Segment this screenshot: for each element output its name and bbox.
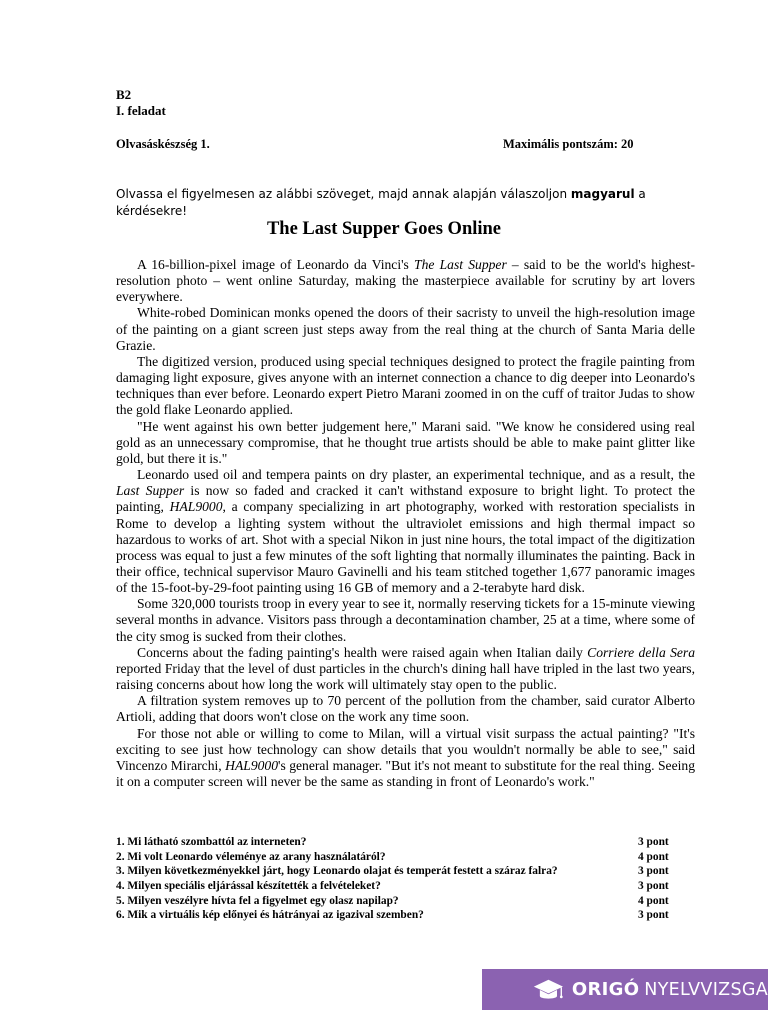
level-label: B2 xyxy=(116,87,132,102)
question-points: 4 pont xyxy=(638,850,669,863)
question-points: 3 pont xyxy=(638,909,669,922)
max-score-label: Maximális pontszám: 20 xyxy=(503,137,634,151)
article-paragraph: Leonardo used oil and tempera paints on dry plaster, an experimental technique, and as a result, the Last Supper is now so faded and cracked it can't withstand exposure to bright light. To protect the painting, HAL9000, a company specializing in art photography, worked with restoration specialists in Rome to develop a lighting system without the ultraviolet emissions and high thermal impact so hazardous to works of art. Shot with a special Nikon in just nine hours, the total impact of the digitization process was equal to just a few minutes of the soft lighting that normally illuminates the painting. Back in their office, technical supervisor Mauro Gavinelli and his team stitched together 1,677 panoramic images of the 15-foot-by-29-foot painting using 16 GB of memory and a 2-terabyte hard disk. xyxy=(116,467,695,596)
graduation-cap-icon xyxy=(533,975,564,1005)
question-points: 3 pont xyxy=(638,865,669,878)
article-paragraph: A filtration system removes up to 70 percent of the pollution from the chamber, said curator Alberto Artioli, adding that doors won't close on the work any time soon. xyxy=(116,693,695,725)
article-paragraph: For those not able or willing to come to Milan, will a virtual visit surpass the actual painting? "It's exciting to see just how technology can show details that you wouldn't normally be able to see," said Vincenzo Mirarchi, HAL9000's general manager. "But it's not meant to substitute for the real thing. Seeing it on a computer screen will never be the same as standing in front of Leonardo's work." xyxy=(116,725,695,789)
question-row xyxy=(116,894,676,909)
question-text: 5. Milyen veszélyre hívta fel a figyelmet egy olasz napilap? xyxy=(116,894,399,907)
question-points: 3 pont xyxy=(638,880,669,893)
question-points: 4 pont xyxy=(638,894,669,907)
question-text: 2. Mi volt Leonardo véleménye az arany használatáról? xyxy=(116,850,386,863)
brand-subtitle: NYELVVIZSGA xyxy=(644,979,768,1000)
question-text: 3. Milyen következményekkel járt, hogy Leonardo olajat és temperát festett a száraz falra? xyxy=(116,865,558,878)
brand-name: ORIGÓ xyxy=(571,979,640,1000)
question-list xyxy=(116,835,676,923)
brand-banner xyxy=(482,969,768,1010)
question-row xyxy=(116,879,676,894)
task-label: I. feladat xyxy=(116,103,166,118)
question-row xyxy=(116,908,676,923)
instruction-text: Olvassa el figyelmesen az alábbi szöveget, majd annak alapján válaszoljon magyarul a kérdésekre! xyxy=(116,187,646,218)
article-paragraph: "He went against his own better judgement here," Marani said. "We know he considered using real gold as an unnecessary compromise, that he thought true artists should be able to make paint glitter like gold, but there it is." xyxy=(116,418,695,466)
article-paragraph: Concerns about the fading painting's health were raised again when Italian daily Corriere della Sera reported Friday that the level of dust particles in the church's dining hall have tripled in the last two years, raising concerns about how long the work will ultimately stay open to the public. xyxy=(116,644,695,693)
question-row xyxy=(116,835,676,850)
question-row xyxy=(116,850,676,865)
skill-label: Olvasáskészség 1. xyxy=(116,137,210,151)
question-text: 4. Milyen speciális eljárással készítették a felvételeket? xyxy=(116,880,381,893)
question-text: 6. Mik a virtuális kép előnyei és hátrányai az igazival szemben? xyxy=(116,909,424,922)
article-paragraph: A 16-billion-pixel image of Leonardo da Vinci's The Last Supper – said to be the world's highest-resolution photo – went online Saturday, making the masterpiece available for scrutiny by art lovers everywhere. xyxy=(116,257,695,305)
instruction-emphasis: magyarul xyxy=(570,187,635,201)
article-paragraph: The digitized version, produced using special techniques designed to protect the fragile painting from damaging light exposure, gives anyone with an internet connection a chance to dig deeper into Leonardo's techniques than ever before. Leonardo expert Pietro Marani zoomed in on the cuff of traitor Judas to show the gold flake Leonardo applied. xyxy=(116,353,695,418)
question-text: 1. Mi látható szombattól az interneten? xyxy=(116,836,307,848)
article-paragraph: Some 320,000 tourists troop in every year to see it, normally reserving tickets for a 15-minute viewing several months in advance. Visitors pass through a decontamination chamber, 25 at a time, where some of the city smog is sucked from their clothes. xyxy=(116,596,695,644)
article-paragraph: White-robed Dominican monks opened the doors of their sacristy to unveil the high-resolution image of the painting on a giant screen just steps away from the real thing at the church of Santa Maria delle Grazie. xyxy=(116,305,695,353)
article-body xyxy=(116,257,695,790)
question-row xyxy=(116,864,676,879)
article-title: The Last Supper Goes Online xyxy=(266,219,502,239)
question-points: 3 pont xyxy=(638,836,669,848)
